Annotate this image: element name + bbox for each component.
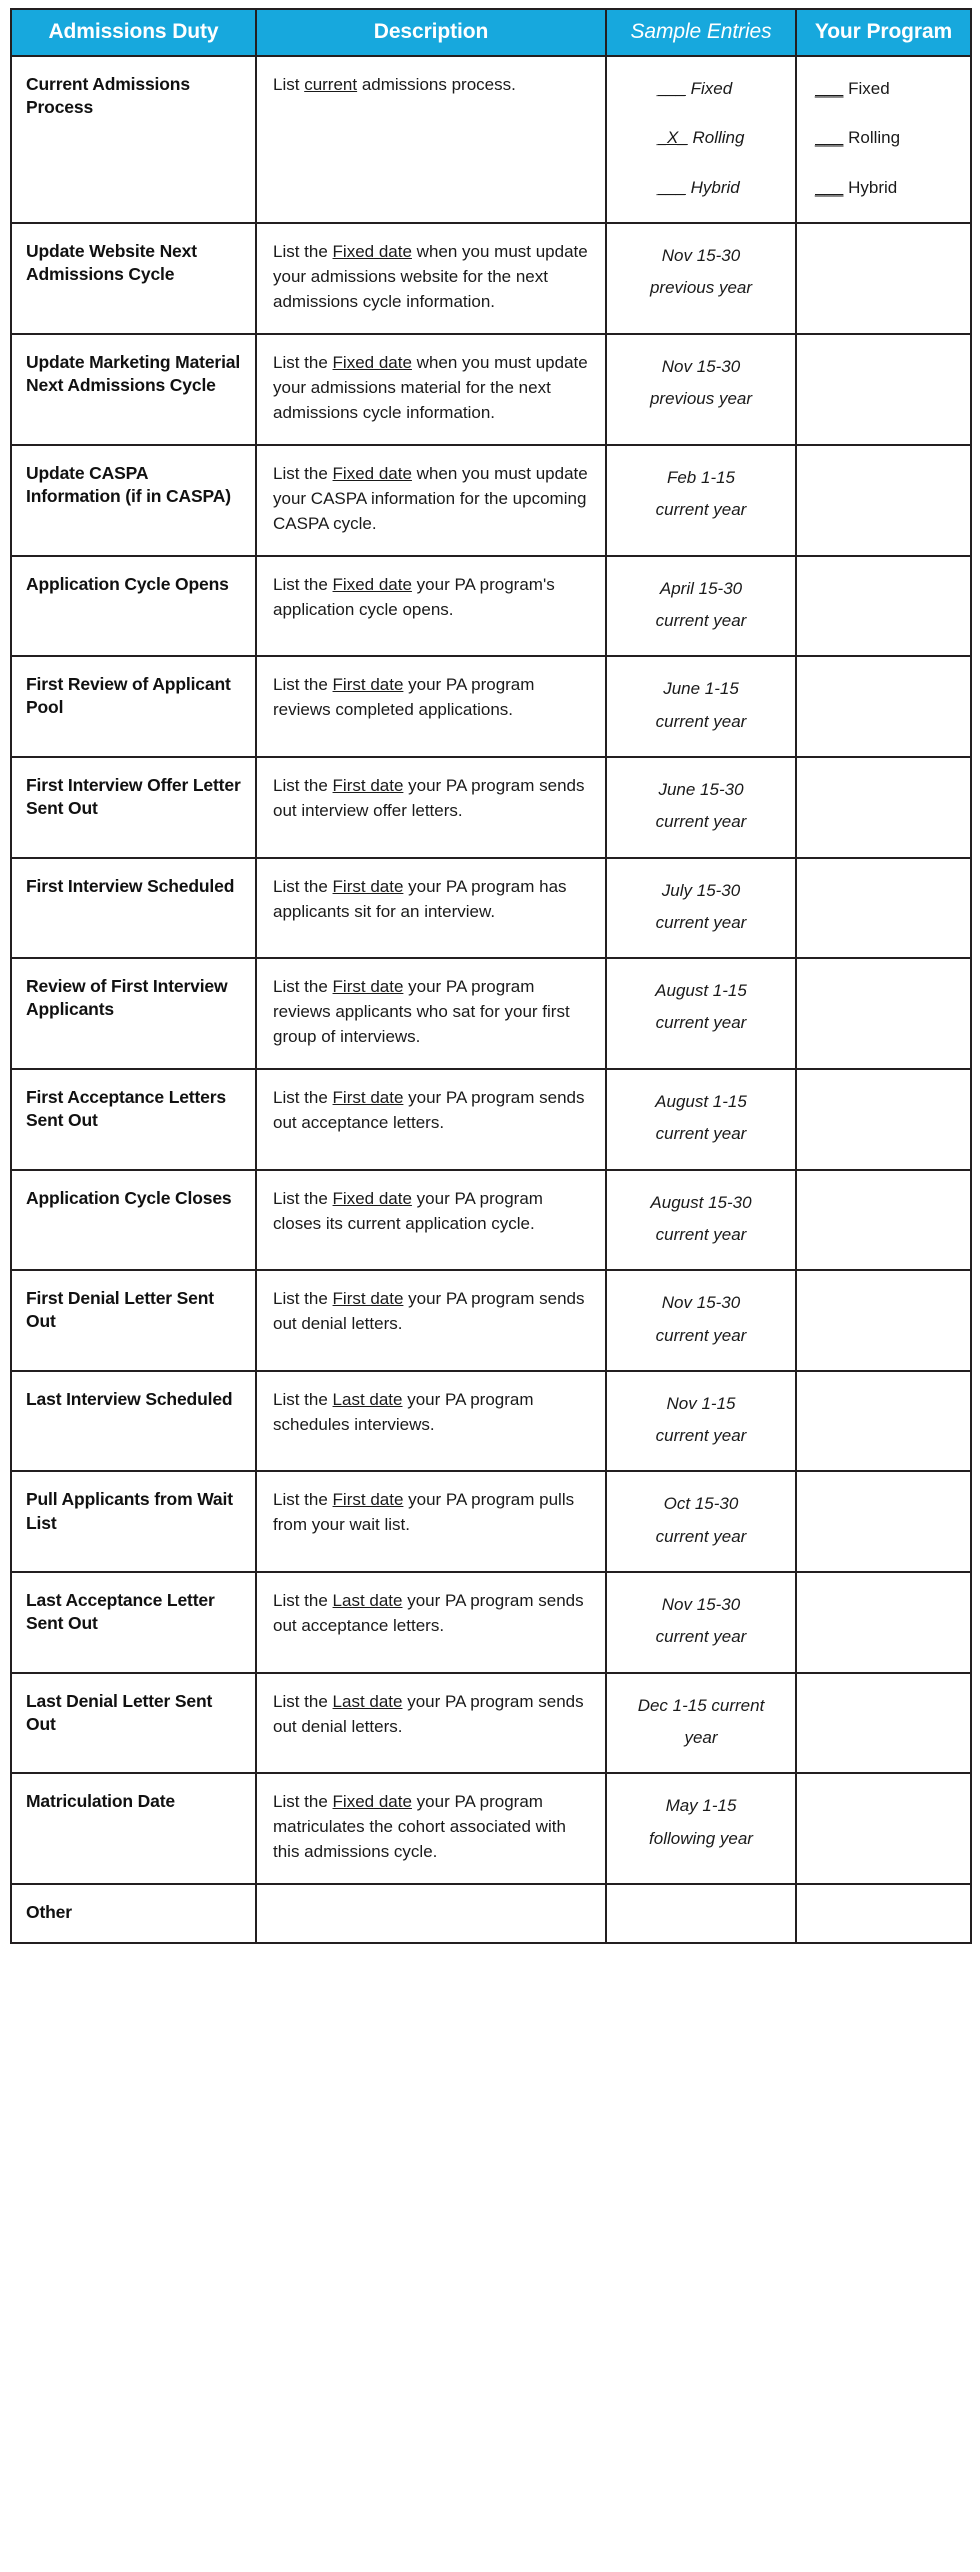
your-program-cell[interactable] xyxy=(796,1673,971,1774)
duty-cell: Application Cycle Opens xyxy=(11,556,256,657)
your-program-cell[interactable] xyxy=(796,1371,971,1472)
sample-date: Feb 1-15 xyxy=(666,467,736,487)
your-program-cell[interactable] xyxy=(796,858,971,959)
header-row xyxy=(11,9,971,56)
sample-date: August 1-15 xyxy=(655,981,747,1001)
description-prefix: List the xyxy=(273,775,333,795)
sample-year: previous year xyxy=(649,278,753,298)
sample-option-mark: _X_ xyxy=(657,128,688,148)
description-underlined-term: Last date xyxy=(332,1389,403,1409)
sample-entries-cell xyxy=(606,1069,796,1170)
sample-year: current year xyxy=(655,711,747,731)
description-prefix: List the xyxy=(273,1792,333,1812)
sample-date: Nov 15-30 xyxy=(661,1293,741,1313)
your-program-cell[interactable] xyxy=(796,445,971,556)
description-suffix: your PA program reviews applicants who sat for your first group of interviews. xyxy=(273,977,570,1047)
sample-option-list xyxy=(658,73,745,204)
sample-year: current year xyxy=(655,1013,747,1033)
sample-year: current year xyxy=(655,611,747,631)
duty-cell: Other xyxy=(11,1884,256,1943)
description-prefix: List the xyxy=(273,352,333,372)
duty-cell: First Interview Offer Letter Sent Out xyxy=(11,757,256,858)
description-underlined-term: First date xyxy=(332,876,404,896)
duty-cell: First Interview Scheduled xyxy=(11,858,256,959)
description-cell xyxy=(256,656,606,757)
program-option-mark[interactable]: ___ xyxy=(815,128,844,148)
table-row xyxy=(11,656,971,757)
duty-cell: Pull Applicants from Wait List xyxy=(11,1471,256,1572)
sample-year: current year xyxy=(655,1325,747,1345)
sample-date: Nov 15-30 xyxy=(661,356,741,376)
your-program-cell[interactable] xyxy=(796,334,971,445)
description-cell xyxy=(256,1371,606,1472)
program-option-label: Hybrid xyxy=(843,177,898,197)
column-header-sample-entries: Sample Entries xyxy=(606,9,796,56)
table-header xyxy=(11,9,971,56)
sample-option-label: Rolling xyxy=(687,128,745,148)
your-program-cell[interactable] xyxy=(796,958,971,1069)
sample-entries-cell xyxy=(606,334,796,445)
sample-entries-cell xyxy=(606,56,796,223)
table-row xyxy=(11,1673,971,1774)
sample-date: August 15-30 xyxy=(650,1192,752,1212)
duty-cell: Current Admissions Process xyxy=(11,56,256,223)
program-option-label: Fixed xyxy=(843,79,890,98)
sample-entries-cell xyxy=(606,1673,796,1774)
description-suffix: your PA program sends out interview offer letters. xyxy=(273,775,585,820)
description-cell xyxy=(256,757,606,858)
sample-year: current year xyxy=(655,1124,747,1144)
description-cell xyxy=(256,556,606,657)
description-prefix: List the xyxy=(273,876,333,896)
description-underlined-term: First date xyxy=(332,1088,404,1108)
sample-date: July 15-30 xyxy=(661,880,741,900)
description-cell xyxy=(256,1773,606,1884)
sample-option-mark: ___ xyxy=(657,79,686,98)
description-suffix: your PA program closes its current application cycle. xyxy=(273,1188,543,1233)
sample-entries-cell xyxy=(606,1572,796,1673)
table-row xyxy=(11,958,971,1069)
sample-year: following year xyxy=(649,1828,753,1848)
your-program-cell[interactable] xyxy=(796,1069,971,1170)
table-row xyxy=(11,858,971,959)
sample-year: current year xyxy=(655,1627,747,1647)
description-cell xyxy=(256,1572,606,1673)
sample-year: current year xyxy=(655,912,747,932)
table-body xyxy=(11,56,971,1943)
sample-entries-cell xyxy=(606,1773,796,1884)
duty-cell: Matriculation Date xyxy=(11,1773,256,1884)
description-cell xyxy=(256,858,606,959)
description-prefix: List the xyxy=(273,1691,333,1711)
sample-option-rolling xyxy=(658,122,745,154)
sample-entries-cell xyxy=(606,656,796,757)
description-suffix: when you must update your admissions website for the next admissions cycle information. xyxy=(273,241,588,311)
description-prefix: List the xyxy=(273,1088,333,1108)
description-cell xyxy=(256,334,606,445)
your-program-cell[interactable] xyxy=(796,757,971,858)
sample-date: June 15-30 xyxy=(658,779,744,799)
description-underlined-term: Fixed date xyxy=(332,1792,412,1812)
description-prefix: List the xyxy=(273,574,333,594)
description-cell xyxy=(256,1673,606,1774)
description-cell xyxy=(256,223,606,334)
description-prefix: List the xyxy=(273,1389,333,1409)
description-cell xyxy=(256,958,606,1069)
description-cell xyxy=(256,1884,606,1943)
description-underlined-term: Last date xyxy=(332,1691,403,1711)
duty-cell: Last Acceptance Letter Sent Out xyxy=(11,1572,256,1673)
program-option-rolling[interactable] xyxy=(815,122,956,154)
sample-entries-cell xyxy=(606,958,796,1069)
sample-date: Nov 1-15 xyxy=(666,1393,736,1413)
sample-option-hybrid xyxy=(658,172,745,204)
table-row xyxy=(11,757,971,858)
table-row xyxy=(11,1471,971,1572)
column-header-admissions-duty: Admissions Duty xyxy=(11,9,256,56)
your-program-cell[interactable] xyxy=(796,223,971,334)
description-suffix: admissions process. xyxy=(357,75,516,94)
table-row xyxy=(11,1572,971,1673)
description-prefix: List the xyxy=(273,1591,333,1611)
sample-year: current year xyxy=(655,1526,747,1546)
sample-entries-cell xyxy=(606,445,796,556)
duty-cell: First Denial Letter Sent Out xyxy=(11,1270,256,1371)
sample-entries-cell xyxy=(606,556,796,657)
table-row xyxy=(11,445,971,556)
sample-option-mark: ___ xyxy=(657,177,686,197)
description-underlined-term: Last date xyxy=(332,1591,403,1611)
your-program-cell[interactable] xyxy=(796,56,971,223)
sample-year: current year xyxy=(655,500,747,520)
your-program-cell[interactable] xyxy=(796,1884,971,1943)
description-suffix: your PA program sends out denial letters. xyxy=(273,1691,584,1736)
sample-year: current year xyxy=(655,1224,747,1244)
table-row xyxy=(11,334,971,445)
table-row xyxy=(11,1170,971,1271)
description-prefix: List the xyxy=(273,1490,333,1510)
description-underlined-term: Fixed date xyxy=(332,574,412,594)
description-prefix: List the xyxy=(273,1289,333,1309)
description-underlined-term: current xyxy=(304,75,358,94)
duty-cell: Last Interview Scheduled xyxy=(11,1371,256,1472)
description-prefix: List the xyxy=(273,1188,333,1208)
description-suffix: your PA program sends out denial letters. xyxy=(273,1289,585,1334)
sample-option-label: Fixed xyxy=(685,79,733,98)
description-prefix: List xyxy=(273,75,305,94)
description-prefix: List the xyxy=(273,463,333,483)
sample-date: June 1-15 xyxy=(663,679,739,699)
description-underlined-term: First date xyxy=(332,1289,404,1309)
sample-year: current year xyxy=(655,1426,747,1446)
description-prefix: List the xyxy=(273,675,333,695)
description-suffix: your PA program sends out acceptance letters. xyxy=(273,1591,584,1636)
sample-year: year xyxy=(684,1727,718,1747)
description-suffix: when you must update your CASPA information for the upcoming CASPA cycle. xyxy=(273,463,588,533)
description-cell xyxy=(256,445,606,556)
sample-entries-cell xyxy=(606,223,796,334)
sample-entries-cell xyxy=(606,757,796,858)
description-underlined-term: Fixed date xyxy=(332,241,412,261)
sample-date: April 15-30 xyxy=(659,578,743,598)
program-option-label: Rolling xyxy=(843,128,901,148)
description-cell xyxy=(256,1170,606,1271)
description-prefix: List the xyxy=(273,977,333,997)
description-suffix: your PA program has applicants sit for an interview. xyxy=(273,876,567,921)
description-suffix: your PA program's application cycle opens. xyxy=(273,574,555,619)
program-option-fixed[interactable] xyxy=(815,73,956,105)
program-option-mark[interactable]: ___ xyxy=(815,79,844,98)
your-program-cell[interactable] xyxy=(796,1270,971,1371)
your-program-cell[interactable] xyxy=(796,1170,971,1271)
description-underlined-term: Fixed date xyxy=(332,352,412,372)
description-underlined-term: First date xyxy=(332,1490,404,1510)
program-option-hybrid[interactable] xyxy=(815,172,956,204)
your-program-cell[interactable] xyxy=(796,1572,971,1673)
duty-cell: First Review of Applicant Pool xyxy=(11,656,256,757)
program-option-mark[interactable]: ___ xyxy=(815,177,844,197)
duty-cell: First Acceptance Letters Sent Out xyxy=(11,1069,256,1170)
description-underlined-term: First date xyxy=(332,675,404,695)
description-cell xyxy=(256,1270,606,1371)
sample-date: Dec 1-15 current xyxy=(637,1695,765,1715)
description-suffix: your PA program pulls from your wait list. xyxy=(273,1490,575,1535)
sample-entries-cell xyxy=(606,1270,796,1371)
table-row xyxy=(11,1773,971,1884)
table-row xyxy=(11,556,971,657)
your-program-cell[interactable] xyxy=(796,1773,971,1884)
sample-date: August 1-15 xyxy=(655,1092,747,1112)
sample-year: current year xyxy=(655,812,747,832)
table-row xyxy=(11,1884,971,1943)
admissions-timeline-table xyxy=(10,8,972,1944)
duty-cell: Update CASPA Information (if in CASPA) xyxy=(11,445,256,556)
description-suffix: your PA program schedules interviews. xyxy=(273,1389,534,1434)
description-suffix: your PA program sends out acceptance letters. xyxy=(273,1088,585,1133)
sample-entries-cell xyxy=(606,1170,796,1271)
description-suffix: your PA program reviews completed applications. xyxy=(273,675,535,720)
description-cell xyxy=(256,1069,606,1170)
description-underlined-term: Fixed date xyxy=(332,1188,412,1208)
table-row xyxy=(11,223,971,334)
sample-date: May 1-15 xyxy=(665,1796,737,1816)
description-suffix: your PA program matriculates the cohort associated with this admissions cycle. xyxy=(273,1792,566,1862)
table-row xyxy=(11,56,971,223)
sample-date: Oct 15-30 xyxy=(663,1494,739,1514)
duty-cell: Update Website Next Admissions Cycle xyxy=(11,223,256,334)
table-row xyxy=(11,1069,971,1170)
column-header-description: Description xyxy=(256,9,606,56)
description-suffix: when you must update your admissions material for the next admissions cycle information. xyxy=(273,352,588,422)
column-header-your-program: Your Program xyxy=(796,9,971,56)
sample-entries-cell xyxy=(606,1884,796,1943)
description-underlined-term: First date xyxy=(332,977,404,997)
sample-year: previous year xyxy=(649,389,753,409)
duty-cell: Update Marketing Material Next Admissions Cycle xyxy=(11,334,256,445)
table-row xyxy=(11,1270,971,1371)
sample-entries-cell xyxy=(606,858,796,959)
duty-cell: Application Cycle Closes xyxy=(11,1170,256,1271)
description-prefix: List the xyxy=(273,241,333,261)
table-row xyxy=(11,1371,971,1472)
sample-entries-cell xyxy=(606,1471,796,1572)
sample-date: Nov 15-30 xyxy=(661,1595,741,1615)
description-underlined-term: First date xyxy=(332,775,404,795)
your-program-cell[interactable] xyxy=(796,656,971,757)
description-cell xyxy=(256,56,606,223)
sample-option-fixed xyxy=(658,73,745,105)
description-cell xyxy=(256,1471,606,1572)
your-program-cell[interactable] xyxy=(796,556,971,657)
your-program-cell[interactable] xyxy=(796,1471,971,1572)
sample-date: Nov 15-30 xyxy=(661,245,741,265)
duty-cell: Review of First Interview Applicants xyxy=(11,958,256,1069)
description-underlined-term: Fixed date xyxy=(332,463,412,483)
duty-cell: Last Denial Letter Sent Out xyxy=(11,1673,256,1774)
sample-option-label: Hybrid xyxy=(685,177,740,197)
sample-entries-cell xyxy=(606,1371,796,1472)
